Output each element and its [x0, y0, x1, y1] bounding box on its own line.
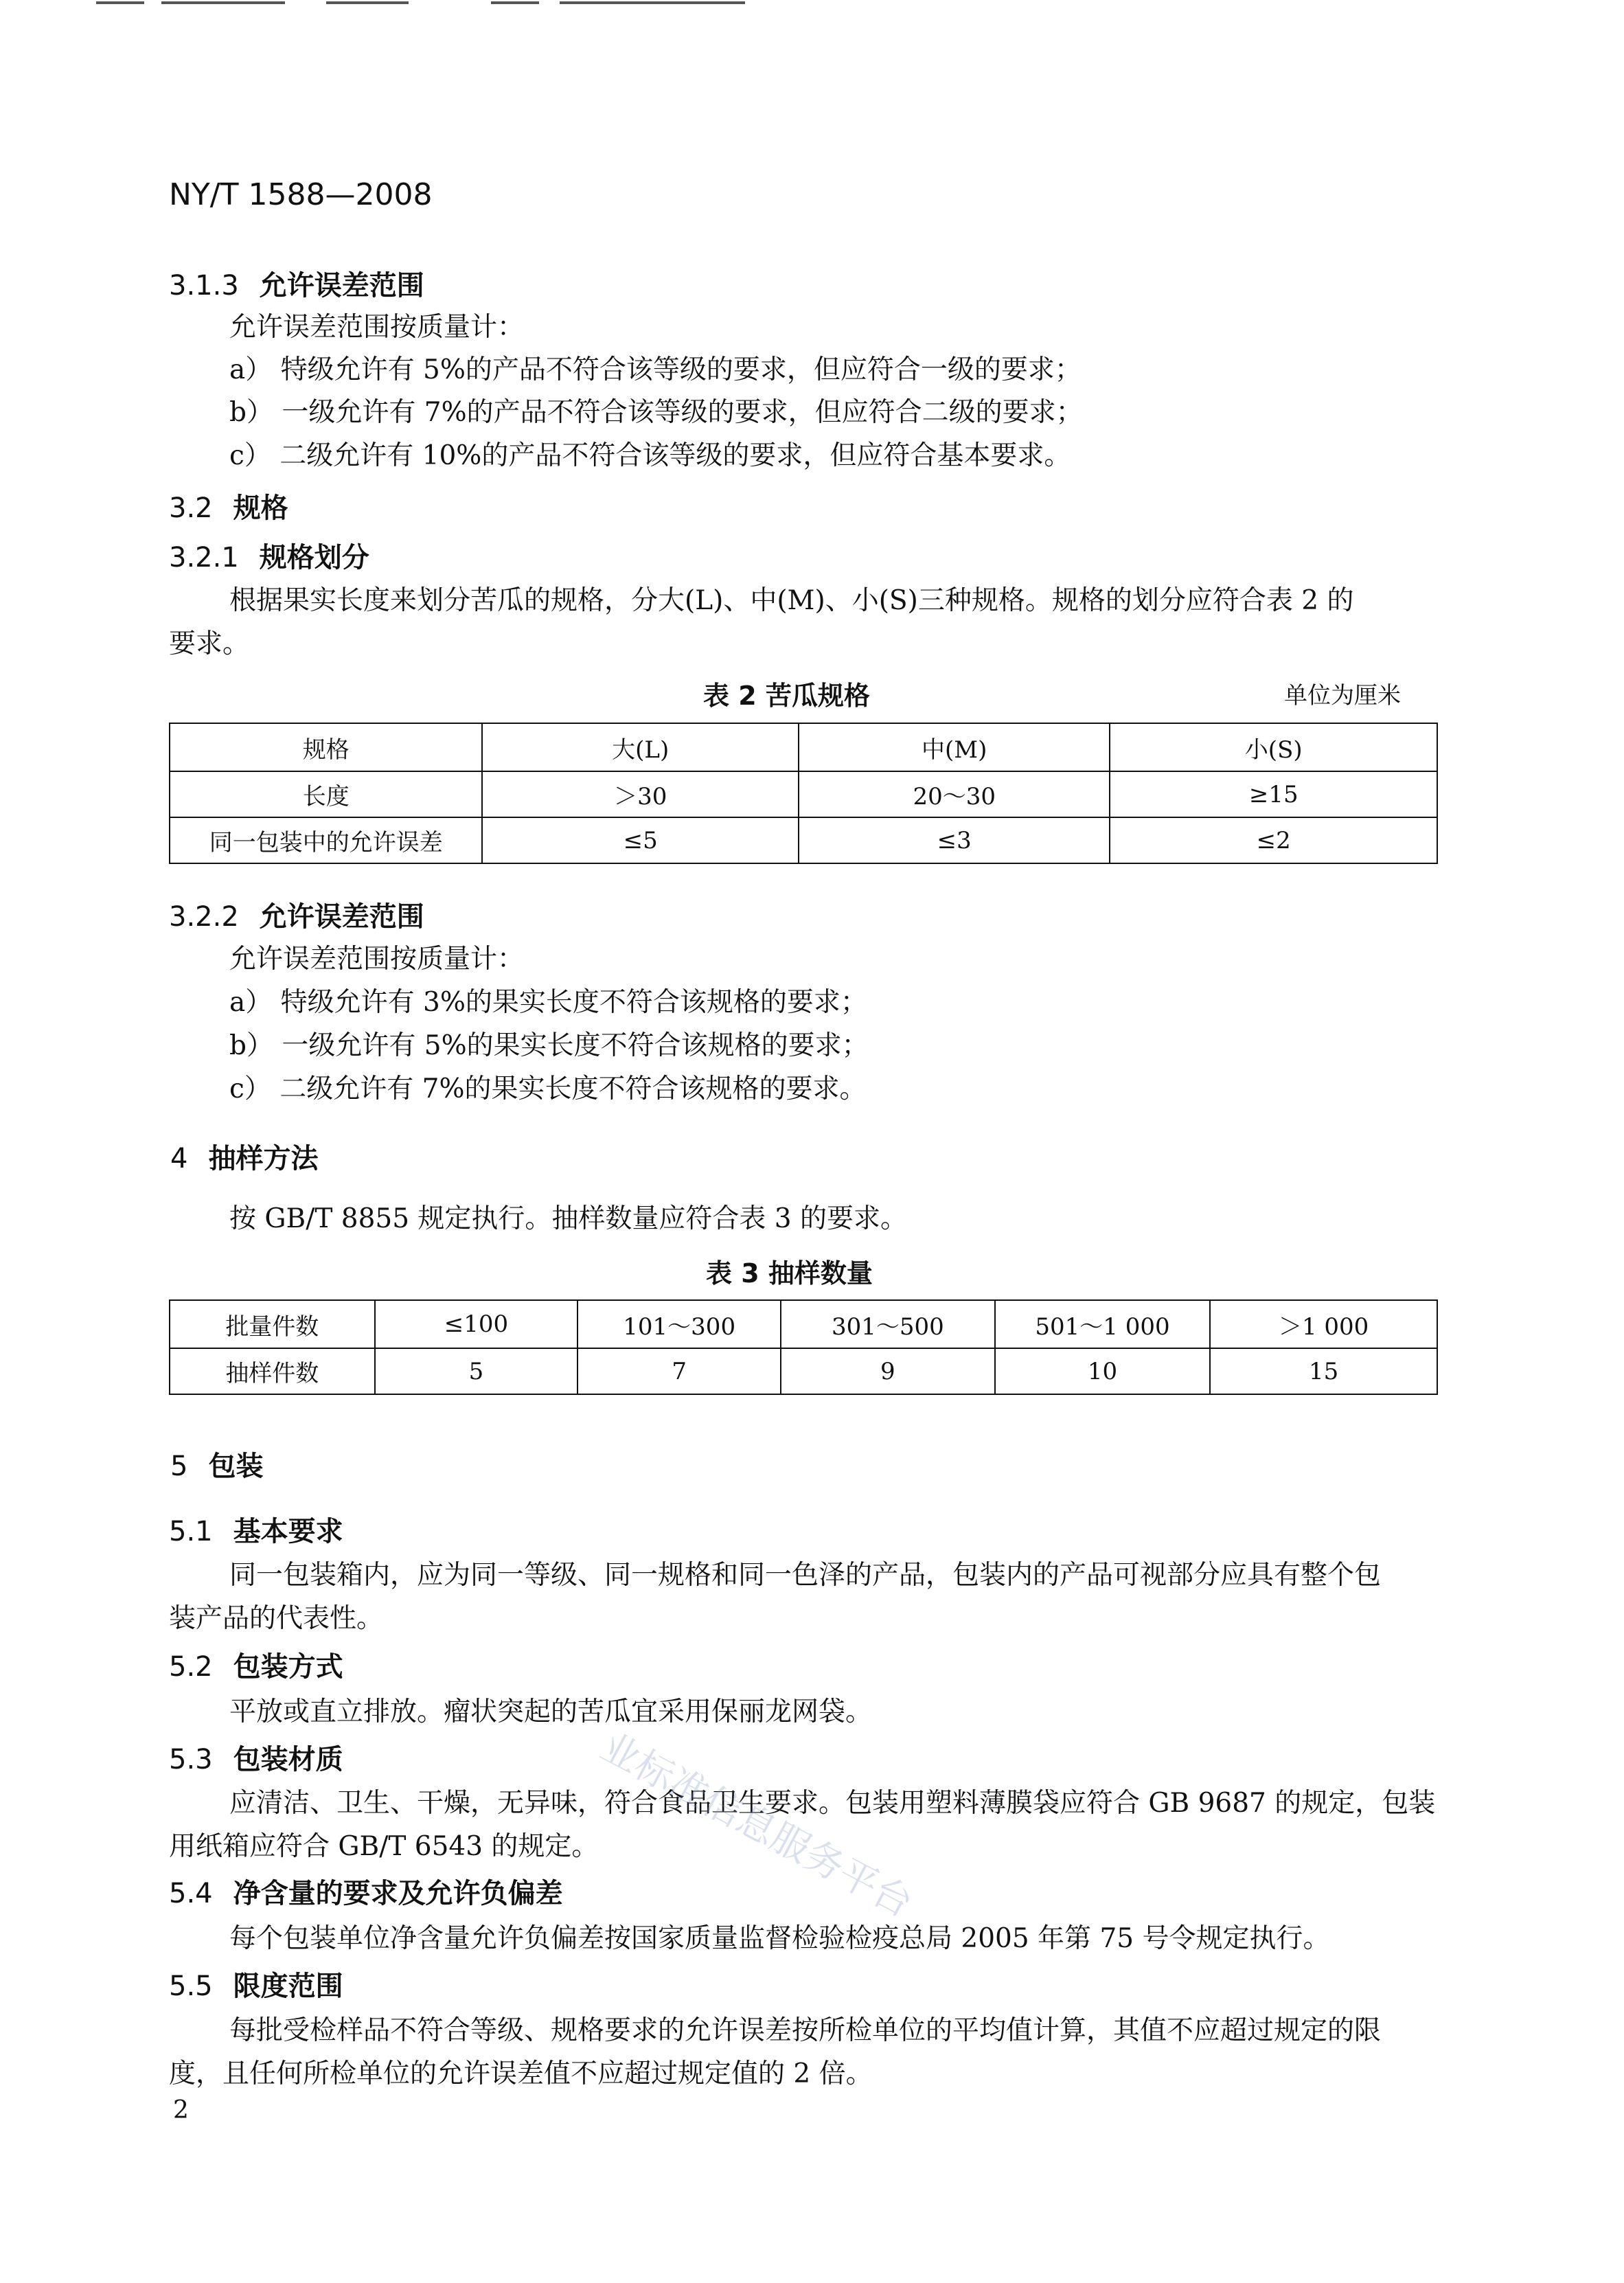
- doc-header-id: NY/T 1588—2008: [169, 177, 433, 212]
- s53-line2: 用纸箱应符合 GB/T 6543 的规定。: [169, 1831, 599, 1862]
- s53-line1: 应清洁、卫生、干燥，无异味，符合食品卫生要求。包装用塑料薄膜袋应符合 GB 9687 的规定，包装: [229, 1788, 1436, 1819]
- page-number: 2: [173, 2096, 189, 2124]
- table-cell: 中(M): [799, 723, 1110, 771]
- table2-unit: 单位为厘米: [1284, 682, 1401, 709]
- s321-line2: 要求。: [169, 628, 250, 659]
- section-3-2-2-heading: [169, 895, 424, 934]
- table-row: [170, 817, 1437, 863]
- table-cell: 5: [375, 1348, 578, 1394]
- s54-text: 每个包装单位净含量允许负偏差按国家质量监督检验检疫总局 2005 年第 75 号令规定执行。: [229, 1923, 1330, 1954]
- s55-line1: 每批受检样品不符合等级、规格要求的允许误差按所检单位的平均值计算，其值不应超过规定的限: [229, 2015, 1382, 2046]
- table-cell: ≥15: [1110, 771, 1437, 817]
- table-cell: 501～1 000: [995, 1300, 1211, 1348]
- section-number: 5.3: [169, 1744, 213, 1775]
- section-5-3-heading: [169, 1738, 343, 1777]
- table-cell: 301～500: [781, 1300, 995, 1348]
- s55-line2: 度，且任何所检单位的允许误差值不应超过规定值的 2 倍。: [169, 2058, 873, 2089]
- s4-text: 按 GB/T 8855 规定执行。抽样数量应符合表 3 的要求。: [229, 1203, 908, 1234]
- table-cell: 大(L): [482, 723, 798, 771]
- section-number: 5.5: [169, 1970, 213, 2002]
- table-cell: 9: [781, 1348, 995, 1394]
- section-number: 5.4: [169, 1878, 213, 1909]
- section-5-2-heading: [169, 1645, 343, 1684]
- s322-item-a: a） 特级允许有 3%的果实长度不符合该规格的要求；: [229, 987, 867, 1018]
- s313-item-b: b） 一级允许有 7%的产品不符合该等级的要求，但应符合二级的要求；: [229, 397, 1083, 428]
- section-number: 3.2.1: [169, 542, 239, 573]
- section-title: 允许误差范围: [259, 901, 424, 933]
- section-3-2-heading: [169, 486, 288, 525]
- section-title: 包装: [208, 1451, 264, 1482]
- table3-caption: 表 3 抽样数量: [706, 1258, 873, 1288]
- section-title: 规格: [233, 492, 288, 524]
- s313-intro: 允许误差范围按质量计：: [229, 312, 525, 343]
- section-number: 5.1: [169, 1516, 213, 1547]
- s313-item-a: a） 特级允许有 5%的产品不符合该等级的要求，但应符合一级的要求；: [229, 354, 1082, 385]
- section-5-5-heading: [169, 1964, 343, 2003]
- section-title: 包装材质: [233, 1744, 343, 1775]
- section-number: 5: [170, 1451, 188, 1482]
- s321-line1: 根据果实长度来划分苦瓜的规格，分大(L)、中(M)、小(S)三种规格。规格的划分应符合表 2 的: [229, 585, 1354, 616]
- section-5-4-heading: [169, 1872, 563, 1911]
- table3: [169, 1299, 1438, 1395]
- section-title: 限度范围: [233, 1970, 343, 2002]
- s322-item-c: c） 二级允许有 7%的果实长度不符合该规格的要求。: [229, 1074, 867, 1104]
- table-cell: 101～300: [577, 1300, 781, 1348]
- table-row: [170, 1348, 1437, 1394]
- s51-line1: 同一包装箱内，应为同一等级、同一规格和同一色泽的产品，包装内的产品可视部分应具有整个包: [229, 1560, 1382, 1591]
- s313-item-c: c） 二级允许有 10%的产品不符合该等级的要求，但应符合基本要求。: [229, 440, 1071, 471]
- table-cell: 规格: [170, 723, 482, 771]
- table-cell: 批量件数: [170, 1300, 375, 1348]
- section-title: 包装方式: [233, 1651, 343, 1683]
- table-cell: ≤100: [375, 1300, 578, 1348]
- table-cell: 15: [1210, 1348, 1437, 1394]
- table-cell: ≤5: [482, 817, 798, 863]
- section-number: 3.1.3: [169, 270, 239, 302]
- table-cell: ＞1 000: [1210, 1300, 1437, 1348]
- table-row: [170, 771, 1437, 817]
- table-cell: 20～30: [799, 771, 1110, 817]
- section-number: 4: [170, 1143, 188, 1174]
- table-cell: 7: [577, 1348, 781, 1394]
- table-row: [170, 723, 1437, 771]
- s322-intro: 允许误差范围按质量计：: [229, 944, 525, 975]
- section-5-heading: [170, 1444, 263, 1484]
- table2: [169, 723, 1438, 864]
- watermark: 业标准信息服务平台: [593, 1724, 920, 1927]
- s52-text: 平放或直立排放。瘤状突起的苦瓜宜采用保丽龙网袋。: [229, 1696, 873, 1727]
- table-row: [170, 1300, 1437, 1348]
- section-4-heading: [170, 1137, 318, 1176]
- section-title: 规格划分: [259, 542, 369, 573]
- table-cell: 抽样件数: [170, 1348, 375, 1394]
- section-title: 净含量的要求及允许负偏差: [233, 1878, 563, 1909]
- table-cell: ≤2: [1110, 817, 1437, 863]
- section-number: 5.2: [169, 1651, 213, 1683]
- section-3-1-3-heading: [169, 264, 424, 303]
- s51-line2: 装产品的代表性。: [169, 1603, 384, 1634]
- table2-caption: 表 2 苦瓜规格: [703, 681, 870, 711]
- section-5-1-heading: [169, 1510, 343, 1549]
- section-3-2-1-heading: [169, 536, 369, 575]
- section-title: 允许误差范围: [259, 270, 424, 302]
- table-cell: 小(S): [1110, 723, 1437, 771]
- table-cell: 同一包装中的允许误差: [170, 817, 482, 863]
- table-cell: ≤3: [799, 817, 1110, 863]
- s322-item-b: b） 一级允许有 5%的果实长度不符合该规格的要求；: [229, 1030, 869, 1061]
- table-cell: 长度: [170, 771, 482, 817]
- table-cell: 10: [995, 1348, 1211, 1394]
- section-number: 3.2.2: [169, 901, 239, 933]
- section-title: 基本要求: [233, 1516, 343, 1547]
- table-cell: ＞30: [482, 771, 798, 817]
- section-title: 抽样方法: [208, 1143, 319, 1174]
- section-number: 3.2: [169, 492, 213, 524]
